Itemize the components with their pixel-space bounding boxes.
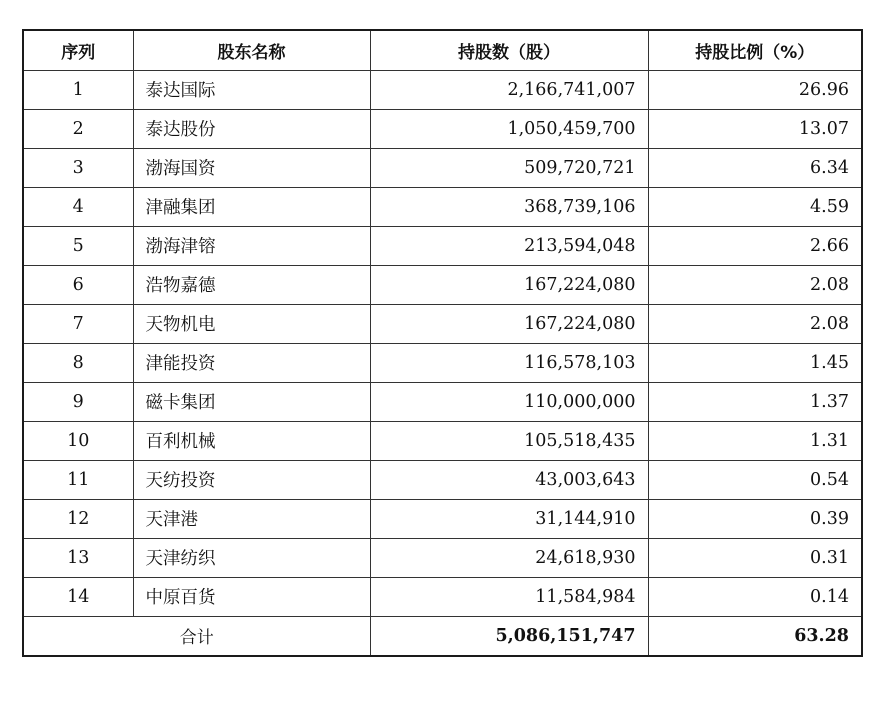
row-shares: 167,224,080 — [370, 304, 648, 343]
row-shareholder-name: 津能投资 — [133, 343, 370, 382]
table-row — [23, 187, 862, 226]
table-row — [23, 421, 862, 460]
shareholder-table — [22, 29, 863, 657]
total-shares: 5,086,151,747 — [370, 616, 648, 656]
table-row — [23, 538, 862, 577]
row-index: 6 — [23, 265, 133, 304]
row-shareholder-name: 泰达国际 — [133, 70, 370, 109]
row-shareholder-name: 中原百货 — [133, 577, 370, 616]
row-index: 12 — [23, 499, 133, 538]
row-percent: 6.34 — [648, 148, 862, 187]
table-row — [23, 304, 862, 343]
row-shares: 43,003,643 — [370, 460, 648, 499]
table-row — [23, 70, 862, 109]
row-shareholder-name: 渤海国资 — [133, 148, 370, 187]
row-shares: 509,720,721 — [370, 148, 648, 187]
row-index: 13 — [23, 538, 133, 577]
table-row — [23, 226, 862, 265]
row-shares: 2,166,741,007 — [370, 70, 648, 109]
table-header — [23, 30, 862, 70]
row-shareholder-name: 浩物嘉德 — [133, 265, 370, 304]
row-shareholder-name: 天物机电 — [133, 304, 370, 343]
row-index: 5 — [23, 226, 133, 265]
row-index: 4 — [23, 187, 133, 226]
row-shares: 213,594,048 — [370, 226, 648, 265]
table-row — [23, 265, 862, 304]
row-shareholder-name: 泰达股份 — [133, 109, 370, 148]
row-index: 7 — [23, 304, 133, 343]
row-percent: 2.66 — [648, 226, 862, 265]
table-row — [23, 382, 862, 421]
header-row — [23, 30, 862, 70]
row-percent: 0.54 — [648, 460, 862, 499]
row-percent: 2.08 — [648, 265, 862, 304]
row-percent: 1.37 — [648, 382, 862, 421]
row-shares: 110,000,000 — [370, 382, 648, 421]
row-percent: 13.07 — [648, 109, 862, 148]
row-shares: 11,584,984 — [370, 577, 648, 616]
table-row — [23, 148, 862, 187]
row-shares: 167,224,080 — [370, 265, 648, 304]
total-label: 合计 — [23, 616, 370, 656]
header-percent: 持股比例（%） — [648, 30, 862, 70]
row-shareholder-name: 渤海津镕 — [133, 226, 370, 265]
row-index: 14 — [23, 577, 133, 616]
row-index: 3 — [23, 148, 133, 187]
row-shareholder-name: 磁卡集团 — [133, 382, 370, 421]
row-percent: 0.14 — [648, 577, 862, 616]
table-row — [23, 577, 862, 616]
row-index: 11 — [23, 460, 133, 499]
header-shares: 持股数（股） — [370, 30, 648, 70]
row-percent: 4.59 — [648, 187, 862, 226]
row-percent: 26.96 — [648, 70, 862, 109]
table-row — [23, 499, 862, 538]
row-shareholder-name: 天津纺织 — [133, 538, 370, 577]
row-percent: 2.08 — [648, 304, 862, 343]
row-index: 9 — [23, 382, 133, 421]
header-index: 序列 — [23, 30, 133, 70]
row-percent: 1.45 — [648, 343, 862, 382]
row-index: 1 — [23, 70, 133, 109]
row-shares: 31,144,910 — [370, 499, 648, 538]
table-row — [23, 343, 862, 382]
total-row — [23, 616, 862, 656]
row-index: 2 — [23, 109, 133, 148]
table-row — [23, 460, 862, 499]
row-shares: 1,050,459,700 — [370, 109, 648, 148]
row-percent: 0.31 — [648, 538, 862, 577]
row-shares: 24,618,930 — [370, 538, 648, 577]
total-percent: 63.28 — [648, 616, 862, 656]
row-shares: 368,739,106 — [370, 187, 648, 226]
row-index: 8 — [23, 343, 133, 382]
row-percent: 1.31 — [648, 421, 862, 460]
row-shares: 116,578,103 — [370, 343, 648, 382]
table-body — [23, 70, 862, 656]
table-row — [23, 109, 862, 148]
row-shareholder-name: 天津港 — [133, 499, 370, 538]
row-percent: 0.39 — [648, 499, 862, 538]
row-shares: 105,518,435 — [370, 421, 648, 460]
row-index: 10 — [23, 421, 133, 460]
row-shareholder-name: 天纺投资 — [133, 460, 370, 499]
row-shareholder-name: 百利机械 — [133, 421, 370, 460]
row-shareholder-name: 津融集团 — [133, 187, 370, 226]
header-shareholder-name: 股东名称 — [133, 30, 370, 70]
